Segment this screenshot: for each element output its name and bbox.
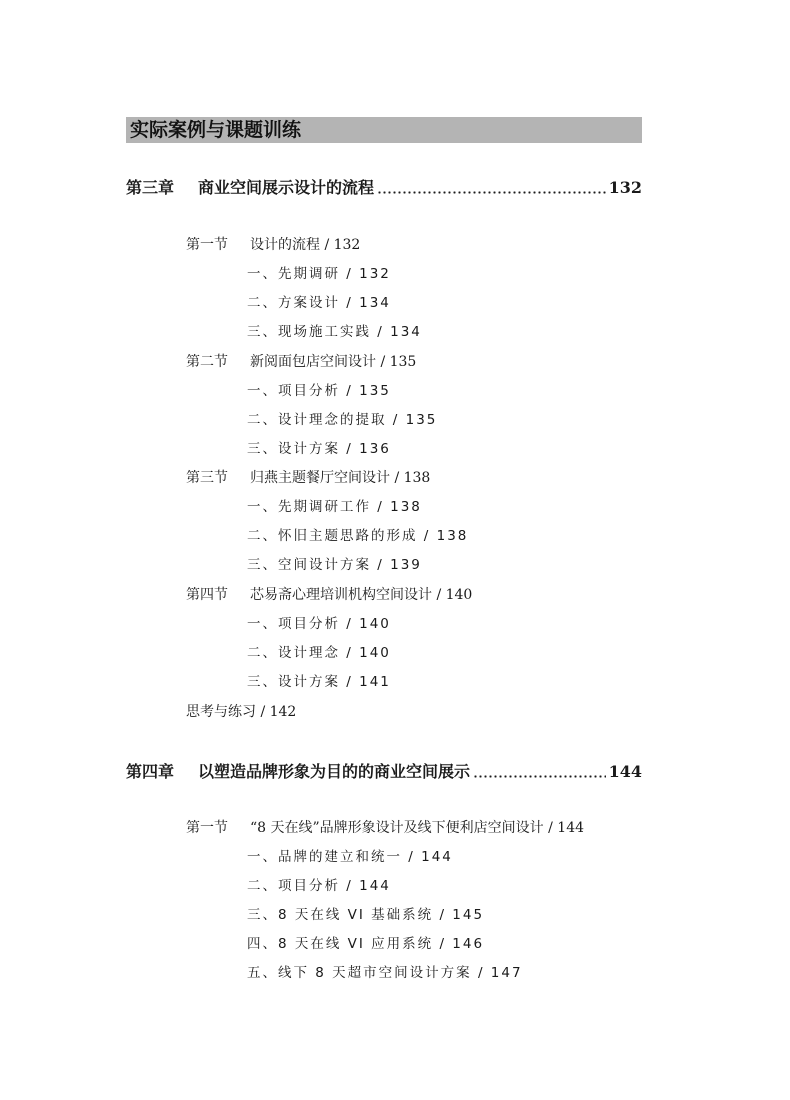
toc-subsection[interactable]: 二、设计理念的提取 / 135 — [247, 412, 438, 428]
section-title: 芯易斋心理培训机构空间设计 / 140 — [250, 587, 473, 603]
toc-section[interactable] — [186, 352, 416, 372]
section-number: 第四节 — [186, 587, 228, 603]
toc-subsection[interactable]: 一、项目分析 / 135 — [247, 383, 391, 399]
toc-subsection[interactable]: 五、线下 8 天超市空间设计方案 / 147 — [247, 965, 523, 981]
section-number: 第一节 — [186, 237, 228, 253]
chapter-title: 以塑造品牌形象为目的的商业空间展示 — [198, 762, 471, 781]
section-title: 新阅面包店空间设计 / 135 — [250, 354, 417, 370]
toc-section[interactable] — [186, 818, 584, 838]
part-title: 实际案例与课题训练 — [130, 119, 302, 141]
section-title: “8 天在线”品牌形象设计及线下便利店空间设计 / 144 — [250, 820, 585, 836]
chapter-page: 144 — [608, 762, 642, 781]
section-number: 第三节 — [186, 470, 228, 486]
toc-section[interactable] — [186, 585, 472, 605]
chapter-title: 商业空间展示设计的流程 — [198, 178, 375, 197]
toc-subsection[interactable]: 一、项目分析 / 140 — [247, 616, 391, 632]
toc-subsection[interactable]: 二、项目分析 / 144 — [247, 878, 391, 894]
dot-leader — [473, 775, 606, 778]
toc-subsection[interactable]: 四、8 天在线 VI 应用系统 / 146 — [247, 936, 485, 952]
toc-subsection[interactable]: 三、现场施工实践 / 134 — [247, 324, 422, 340]
toc-section[interactable] — [186, 235, 360, 255]
toc-subsection[interactable]: 一、先期调研 / 132 — [247, 266, 391, 282]
dot-leader — [377, 191, 606, 194]
chapter-heading[interactable] — [126, 176, 642, 200]
toc-subsection[interactable]: 三、设计方案 / 141 — [247, 674, 391, 690]
toc-section[interactable] — [186, 468, 430, 488]
toc-subsection[interactable]: 二、设计理念 / 140 — [247, 645, 391, 661]
toc-subsection[interactable]: 一、品牌的建立和统一 / 144 — [247, 849, 453, 865]
part-header — [126, 117, 642, 143]
toc-exercise[interactable]: 思考与练习 / 142 — [186, 704, 297, 720]
toc-subsection[interactable]: 二、方案设计 / 134 — [247, 295, 391, 311]
toc-subsection[interactable]: 三、空间设计方案 / 139 — [247, 557, 422, 573]
section-number: 第二节 — [186, 354, 228, 370]
chapter-number: 第三章 — [126, 178, 175, 197]
chapter-number: 第四章 — [126, 762, 175, 781]
toc-subsection[interactable]: 三、8 天在线 VI 基础系统 / 145 — [247, 907, 485, 923]
section-title: 归燕主题餐厅空间设计 / 138 — [250, 470, 431, 486]
section-number: 第一节 — [186, 820, 228, 836]
section-title: 设计的流程 / 132 — [250, 237, 361, 253]
chapter-heading[interactable] — [126, 760, 642, 784]
toc-subsection[interactable]: 一、先期调研工作 / 138 — [247, 499, 422, 515]
toc-subsection[interactable]: 三、设计方案 / 136 — [247, 441, 391, 457]
toc-subsection[interactable]: 二、怀旧主题思路的形成 / 138 — [247, 528, 469, 544]
chapter-page: 132 — [608, 178, 642, 197]
